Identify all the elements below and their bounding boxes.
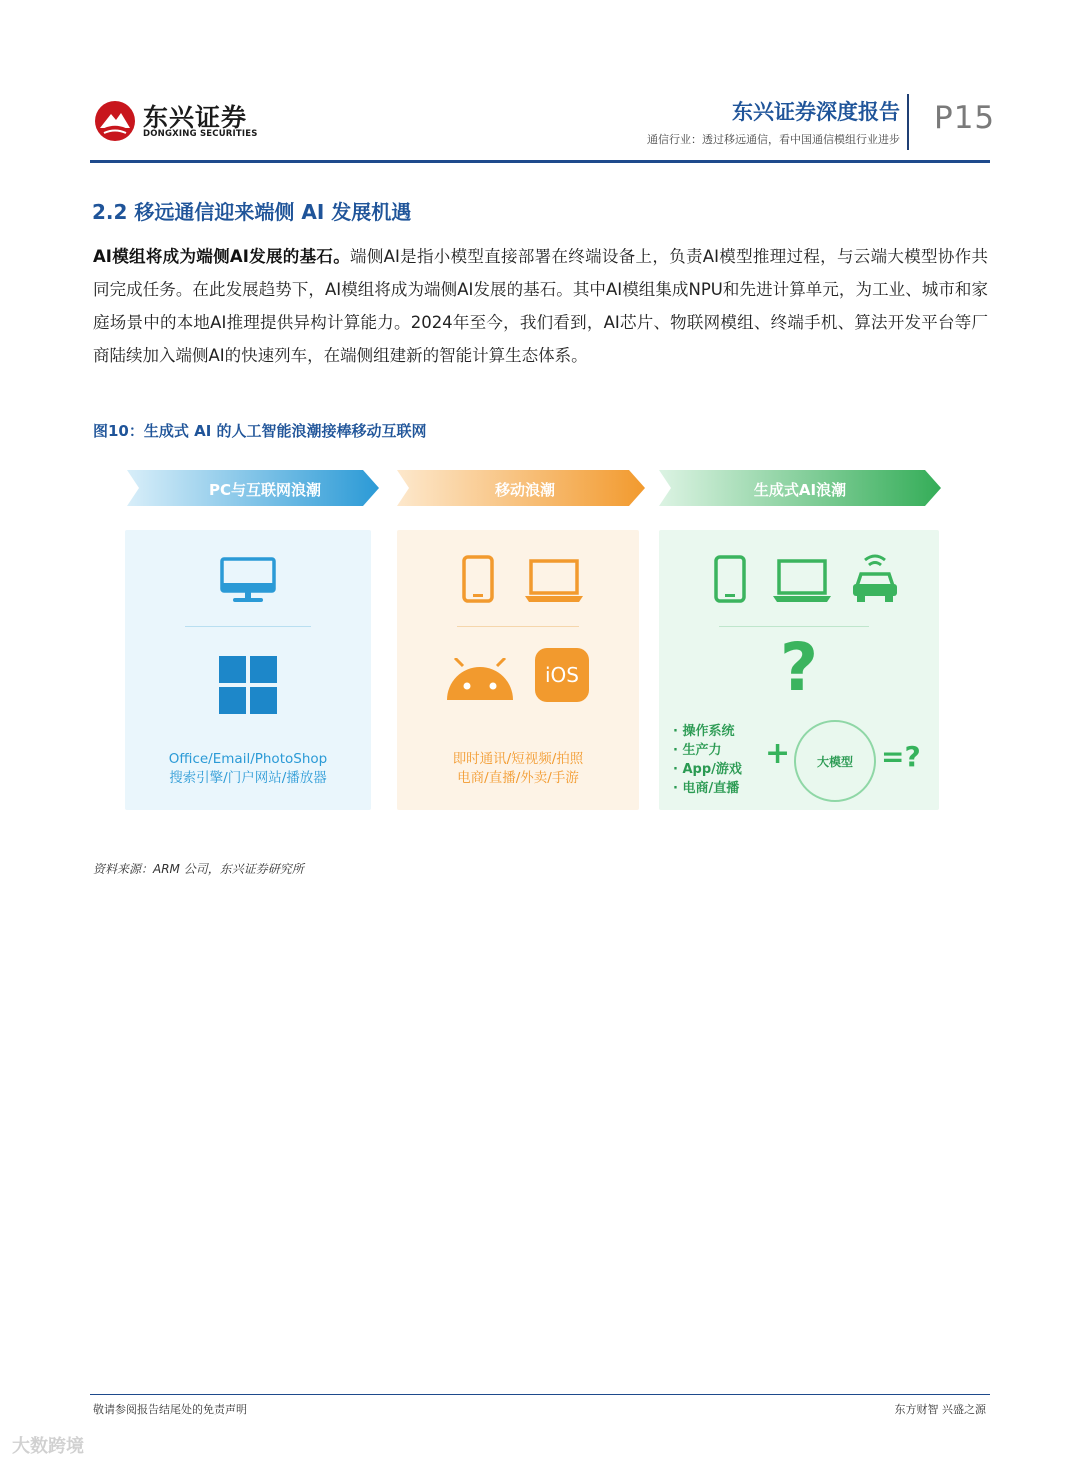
bullet-item: · 操作系统 xyxy=(673,722,742,741)
header-rule xyxy=(90,160,990,163)
phone-icon xyxy=(713,554,747,604)
phone-icon xyxy=(461,554,495,604)
section-title: 2.2 移远通信迎来端侧 AI 发展机遇 xyxy=(92,200,412,224)
bullet-item: · 电商/直播 xyxy=(673,779,742,798)
bullet-item: · 生产力 xyxy=(673,741,742,760)
panel-genai xyxy=(659,530,939,810)
pc-apps-text xyxy=(125,750,371,788)
mobile-apps-line-1: 即时通讯/短视频/拍照 xyxy=(452,751,584,767)
panel-pc xyxy=(125,530,371,810)
page-number: P15 xyxy=(934,100,996,136)
mobile-apps-line-2: 电商/直播/外卖/手游 xyxy=(457,770,579,786)
footer-slogan: 东方财智 兴盛之源 xyxy=(894,1403,986,1416)
plus-icon: + xyxy=(765,736,791,771)
paragraph-body: 端侧AI是指小模型直接部署在终端设备上，负责AI模型推理过程，与云端大模型协作共同完成任务。在此发展趋势下，AI模组将成为端侧AI发展的基石。其中AI模组集成NPU和先进计算单元，为工业、城市和家庭场景中的本地AI推理提供异构计算能力。2024年至今，我们看到，AI芯片、物联网模组、终端手机、算法开发平台等厂商陆续加入端侧AI的快速列车，在端侧组建新的智能计算生态体系。 xyxy=(93,247,988,365)
wave-label-genai: 生成式AI浪潮 xyxy=(753,481,847,499)
pc-apps-line-1: Office/Email/PhotoShop xyxy=(168,751,328,767)
header-divider xyxy=(907,94,909,150)
wave-label-pc: PC与互联网浪潮 xyxy=(208,481,321,499)
footer-rule xyxy=(90,1394,990,1395)
ai-wave-figure xyxy=(125,468,945,813)
logo-text-cn: 东兴证券 xyxy=(143,103,248,132)
question-icon: ? xyxy=(779,629,819,706)
wave-label-mobile: 移动浪潮 xyxy=(494,481,555,499)
report-subtitle: 通信行业：透过移远通信，看中国通信模组行业进步 xyxy=(647,133,900,146)
android-icon xyxy=(445,658,515,702)
windows-icon xyxy=(217,654,279,716)
figure-source: 资料来源：ARM 公司，东兴证券研究所 xyxy=(93,862,304,876)
panel-mobile xyxy=(397,530,639,810)
body-paragraph xyxy=(93,240,988,372)
ios-icon: iOS xyxy=(535,648,589,702)
laptop-icon xyxy=(523,558,585,604)
dongxing-logo-icon xyxy=(94,100,136,142)
bullet-item: · App/游戏 xyxy=(673,760,742,779)
logo-text-en: DONGXING SECURITIES xyxy=(143,129,258,139)
laptop-icon xyxy=(771,558,833,604)
equals-question: =? xyxy=(881,740,921,773)
genai-bullets xyxy=(673,722,742,798)
car-icon xyxy=(851,552,899,604)
large-model-circle: 大模型 xyxy=(794,720,876,802)
panel-divider xyxy=(457,626,579,627)
watermark: 大数跨境 xyxy=(12,1436,84,1457)
pc-apps-line-2: 搜索引擎/门户网站/播放器 xyxy=(169,770,327,786)
monitor-icon xyxy=(219,556,277,604)
figure-title: 图10：生成式 AI 的人工智能浪潮接棒移动互联网 xyxy=(93,422,427,440)
panel-divider xyxy=(185,626,311,627)
report-title: 东兴证券深度报告 xyxy=(732,100,900,124)
panel-divider xyxy=(719,626,869,627)
footer-disclaimer: 敬请参阅报告结尾处的免责声明 xyxy=(93,1403,247,1416)
mobile-apps-text xyxy=(397,750,639,788)
paragraph-lead: AI模组将成为端侧AI发展的基石。 xyxy=(93,247,351,266)
